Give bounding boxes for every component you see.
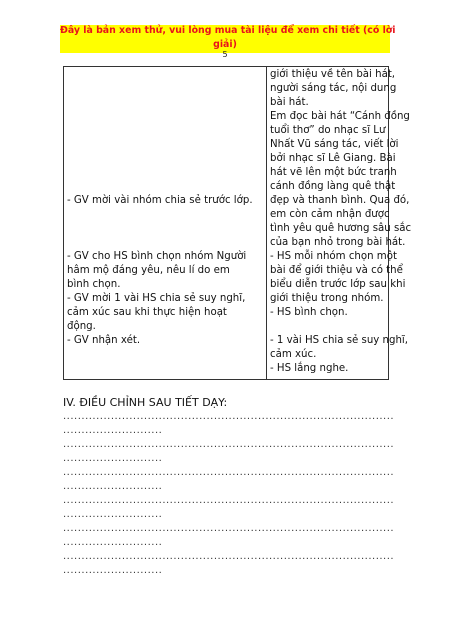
answer-line	[63, 522, 403, 550]
dotted-line-long: ..........................................................................................	[63, 495, 395, 506]
student-activity-line: cánh đồng làng quê thật	[270, 181, 396, 192]
student-activity-line: bài để giới thiệu và có thể	[270, 265, 403, 276]
dotted-line-short: ...........................	[63, 425, 163, 436]
student-activity-line: Nhất Vũ sáng tác, viết lời	[270, 139, 399, 150]
teacher-step-3-line-2: cảm xúc sau khi thực hiện hoạt	[67, 307, 227, 318]
teacher-step-3-line-1: - GV mời 1 vài HS chia sẻ suy nghĩ,	[67, 293, 246, 304]
student-activity-line: đẹp và thanh bình. Qua đó,	[270, 195, 410, 206]
preview-banner	[60, 25, 396, 53]
student-activity-line	[270, 320, 386, 334]
student-activity-line: cảm xúc.	[270, 349, 317, 360]
dotted-line-long: ..........................................................................................	[63, 523, 395, 534]
student-activity-line: - 1 vài HS chia sẻ suy nghĩ,	[270, 335, 409, 346]
student-activity-line: giới thiệu về tên bài hát,	[270, 69, 396, 80]
teacher-step-1: - GV mời vài nhóm chia sẻ trước lớp.	[67, 195, 253, 206]
lesson-table	[63, 66, 412, 380]
answer-line	[63, 438, 403, 466]
student-activity-cell	[267, 67, 412, 380]
section-heading: IV. ĐIỀU CHỈNH SAU TIẾT DẠY:	[63, 396, 228, 409]
student-activity-line: bởi nhạc sĩ Lê Giang. Bài	[270, 153, 396, 164]
student-activity-line: người sáng tác, nội dung	[270, 83, 397, 94]
teacher-step-2-line-1: - GV cho HS bình chọn nhóm Người	[67, 251, 247, 262]
student-activity-line: bài hát.	[270, 97, 309, 108]
answer-line	[63, 550, 403, 578]
student-activity-line: giới thiệu trong nhóm.	[270, 293, 384, 304]
page-number: 5	[222, 50, 228, 59]
teacher-step-2-line-2: hâm mộ đáng yêu, nêu lí do em	[67, 265, 230, 276]
student-activity-line: - HS bình chọn.	[270, 307, 348, 318]
dotted-line-long: ..........................................................................................	[63, 551, 395, 562]
teacher-step-4: - GV nhận xét.	[67, 335, 141, 346]
student-activity-line: - HS lắng nghe.	[270, 363, 349, 374]
student-activity-line: tình yêu quê hương sâu sắc	[270, 223, 412, 234]
dotted-line-short: ...........................	[63, 481, 163, 492]
table-row	[64, 67, 389, 380]
teacher-step-3-line-3: động.	[67, 321, 96, 332]
student-activity-line: - HS mỗi nhóm chọn một	[270, 251, 397, 262]
student-activity-line: của bạn nhỏ trong bài hát.	[270, 237, 406, 248]
dotted-line-long: ..........................................................................................	[63, 467, 395, 478]
student-activity-line: biểu diễn trước lớp sau khi	[270, 279, 406, 290]
dotted-line-long: ..........................................................................................	[63, 439, 395, 450]
student-activity-line: Em đọc bài hát “Cánh đồng	[270, 111, 410, 122]
dotted-line-short: ...........................	[63, 565, 163, 576]
dotted-line-long: ..........................................................................................	[63, 411, 395, 422]
teacher-step-2-line-3: bình chọn.	[67, 279, 121, 290]
dotted-line-short: ...........................	[63, 537, 163, 548]
answer-line	[63, 494, 403, 522]
teacher-activity-cell	[64, 67, 267, 380]
dotted-line-short: ...........................	[63, 509, 163, 520]
dotted-line-short: ...........................	[63, 453, 163, 464]
student-activity-line: tuổi thơ” do nhạc sĩ Lư	[270, 125, 386, 136]
answer-line	[63, 466, 403, 494]
banner-line-2: giải)	[213, 39, 237, 50]
answer-line	[63, 410, 403, 438]
student-activity-line: em còn cảm nhận được	[270, 209, 390, 220]
banner-line-1: Đây là bản xem thử, vui lòng mua tài liệu để xem chi tiết (có lời	[60, 25, 396, 36]
student-activity-line: hát vẽ lên một bức tranh	[270, 167, 397, 178]
